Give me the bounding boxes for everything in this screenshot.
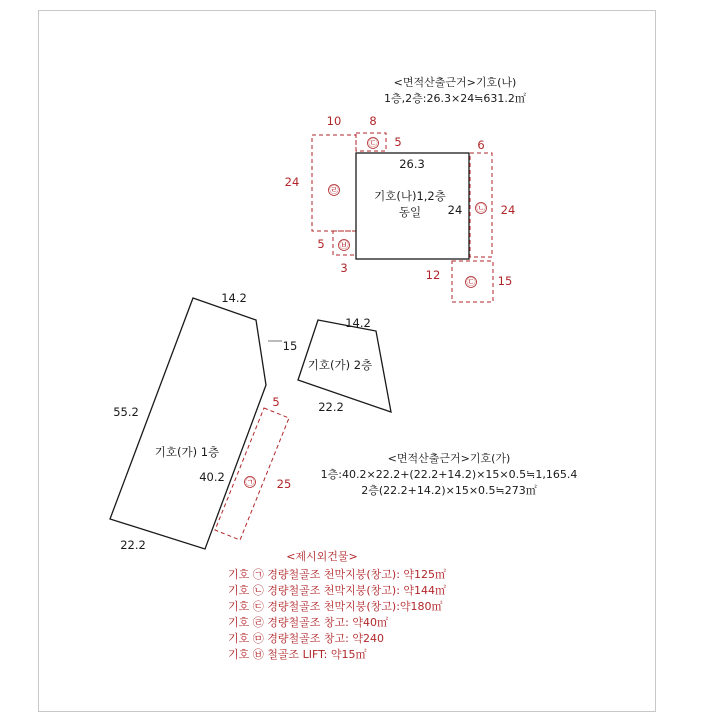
annex-d-outline: [312, 135, 356, 231]
legend-item: 기호 ㉤ 경량철골조 창고: 약240: [228, 632, 384, 645]
building-ga-1f-label: 기호(가) 1층: [154, 445, 220, 459]
annex-small-top-width: 8: [369, 114, 377, 128]
annex-b-height: 15: [497, 274, 513, 288]
annex-a-width: 5: [272, 395, 280, 409]
annex-c-width: 6: [477, 138, 485, 152]
annex-small-top-height: 5: [394, 135, 402, 149]
calc-line-na: 1층,2층:26.3×24≒631.2㎡: [384, 92, 526, 105]
calc-line2-ga: 2층(22.2+14.2)×15×0.5≒273㎡: [361, 484, 537, 497]
annex-d-height: 24: [284, 175, 300, 189]
annex-c-height: 24: [500, 203, 516, 217]
annex-a-mark: ㉠: [245, 478, 255, 488]
annex-d-mark: ㉣: [329, 186, 339, 196]
annex-b-mark: ㉢: [466, 278, 476, 288]
legend-item: 기호 ㉣ 경량철골조 창고: 약40㎡: [228, 616, 388, 629]
annex-small-top-mark: ㉢: [368, 139, 378, 149]
annex-lift-mark: ㉥: [339, 241, 349, 251]
legend-item: 기호 ㉡ 경량철골조 천막지붕(창고): 약144㎡: [228, 584, 447, 597]
building-ga-1f-dim-inner: 40.2: [199, 470, 225, 484]
annex-b-width: 12: [425, 268, 441, 282]
building-ga-2f-dim-top: 14.2: [345, 316, 371, 330]
building-na-label-2: 동일: [398, 205, 422, 219]
building-ga-1f-outline: [110, 298, 266, 549]
annex-c-mark: ㉡: [476, 204, 486, 214]
calc-line1-ga: 1층:40.2×22.2+(22.2+14.2)×15×0.5≒1,165.4: [320, 468, 578, 481]
building-ga-1f-dim-bottom: 22.2: [120, 538, 146, 552]
building-ga-2f-label: 기호(가) 2층: [307, 358, 373, 372]
legend-item: 기호 ㉠ 경량철골조 천막지붕(창고): 약125㎡: [228, 568, 447, 581]
legend-item: 기호 ㉥ 철골조 LIFT: 약15㎡: [228, 648, 367, 661]
calc-title-na: <면적산출근거>기호(나): [393, 76, 517, 89]
legend-title: <제시외건물>: [286, 550, 358, 563]
building-ga-1f-dim-left: 55.2: [113, 405, 139, 419]
building-ga-1f-dim-notch: 15: [282, 339, 298, 353]
building-na-dim-top: 26.3: [399, 157, 425, 171]
annex-a-outline: [215, 408, 289, 540]
building-na-dim-right: 24: [447, 203, 463, 217]
building-ga-1f-dim-top: 14.2: [221, 291, 247, 305]
calc-title-ga: <면적산출근거>기호(가): [387, 452, 511, 465]
building-na-label-1: 기호(나)1,2층: [374, 189, 446, 203]
annex-lift-width: 3: [340, 261, 348, 275]
annex-d-width: 10: [326, 114, 342, 128]
annex-lift-height: 5: [317, 237, 325, 251]
annex-a-length: 25: [276, 477, 292, 491]
legend-item: 기호 ㉢ 경량철골조 천막지붕(창고):약180㎡: [228, 600, 443, 613]
building-ga-2f-dim-bottom: 22.2: [318, 400, 344, 414]
